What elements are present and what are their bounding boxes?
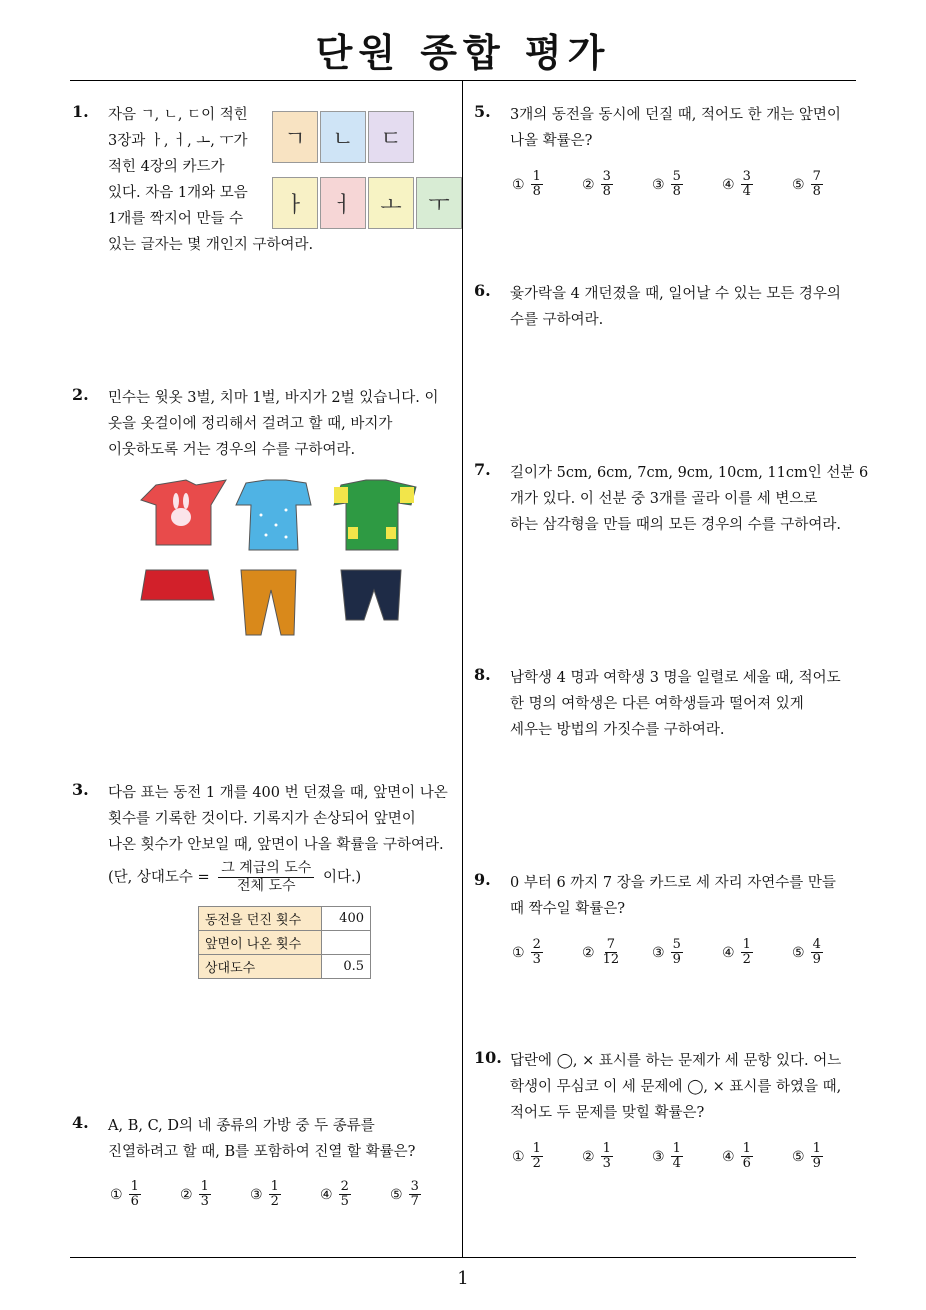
text-line: 하는 삼각형을 만들 때의 모든 경우의 수를 구하여라. xyxy=(510,517,842,533)
text-line: 세우는 방법의 가짓수를 구하여라. xyxy=(510,722,725,738)
relative-frequency-note: (단, 상대도수 = 그 계급의 도수 전체 도수 이다.) xyxy=(108,860,362,894)
choice-4[interactable]: ④ $\frac{1}{6}$ xyxy=(722,1141,751,1171)
choice-2[interactable]: ② $\frac{1}{3}$ xyxy=(180,1179,209,1209)
choice-5[interactable]: ⑤ $\frac{4}{9}$ xyxy=(792,937,821,967)
choices-q4 xyxy=(110,1180,460,1209)
question-text xyxy=(108,385,439,463)
text-line: 적힌 4장의 카드가 xyxy=(108,159,225,175)
consonant-card: ㄷ xyxy=(368,111,414,163)
brown-pants-image xyxy=(241,570,296,635)
choice-4[interactable]: ④ $\frac{1}{2}$ xyxy=(722,937,751,967)
text-line: 이웃하도록 거는 경우의 수를 구하여라. xyxy=(108,442,356,458)
question-number: 8. xyxy=(474,665,491,684)
navy-jeans-image xyxy=(341,570,401,620)
choice-5[interactable]: ⑤ $\frac{3}{7}$ xyxy=(390,1179,419,1209)
text-line: 윷가락을 4 개던졌을 때, 일어날 수 있는 모든 경우의 xyxy=(510,286,841,302)
choice-3[interactable]: ③ $\frac{1}{4}$ xyxy=(652,1141,681,1171)
question-number: 1. xyxy=(72,102,89,121)
choices-q5 xyxy=(512,170,862,199)
text-line: 학생이 무심코 이 세 문제에 ◯, × 표시를 하였을 때, xyxy=(510,1079,842,1095)
question-number: 9. xyxy=(474,870,491,889)
column-divider xyxy=(462,81,463,1257)
text-line: 수를 구하여라. xyxy=(510,312,604,328)
text-line: 길이가 5cm, 6cm, 7cm, 9cm, 10cm, 11cm인 선분 6 xyxy=(510,465,869,481)
text-line: 답란에 ◯, × 표시를 하는 문제가 세 문항 있다. 어느 xyxy=(510,1053,842,1069)
text-line: 민수는 윗옷 3벌, 치마 1벌, 바지가 2벌 있습니다. 이 xyxy=(108,390,439,406)
text-line: 3개의 동전을 동시에 던질 때, 적어도 한 개는 앞면이 xyxy=(510,107,841,123)
question-text xyxy=(510,665,841,743)
question-number: 10. xyxy=(474,1048,502,1067)
table-row xyxy=(199,955,371,979)
question-text xyxy=(510,870,836,922)
text-line: 1개를 짝지어 만들 수 xyxy=(108,211,244,227)
text-line: 나온 횟수가 안보일 때, 앞면이 나올 확률을 구하여라. xyxy=(108,837,444,853)
text-line: 적어도 두 문제를 맞힐 확률은? xyxy=(510,1105,705,1121)
choice-4[interactable]: ④ $\frac{3}{4}$ xyxy=(722,169,751,199)
text-line: 개가 있다. 이 선분 중 3개를 골라 이를 세 변으로 xyxy=(510,491,818,507)
page-title: 단원 종합 평가 xyxy=(315,31,611,75)
consonant-card: ㄴ xyxy=(320,111,366,163)
table-cell: 동전을 던진 횟수 xyxy=(199,907,322,931)
text-line: 0 부터 6 까지 7 장을 카드로 세 자리 자연수를 만들 xyxy=(510,875,836,891)
table-row xyxy=(199,931,371,955)
green-shirt-image xyxy=(334,480,416,550)
red-tshirt-image xyxy=(141,480,226,545)
relative-frequency-fraction: 그 계급의 도수 전체 도수 xyxy=(218,860,314,895)
frequency-table xyxy=(198,906,371,979)
question-text xyxy=(510,1048,841,1126)
question-number: 3. xyxy=(72,780,89,799)
text-line: 진열하려고 할 때, B를 포함하여 진열 할 확률은? xyxy=(108,1144,416,1160)
vowel-card: ㅏ xyxy=(272,177,318,229)
text-line: 다음 표는 동전 1 개를 400 번 던졌을 때, 앞면이 나온 xyxy=(108,785,448,801)
text-line: 나올 확률은? xyxy=(510,133,593,149)
question-number: 5. xyxy=(474,102,491,121)
choice-1[interactable]: ① $\frac{1}{2}$ xyxy=(512,1141,541,1171)
table-cell: 400 xyxy=(322,907,371,931)
text-line: 있는 글자는 몇 개인지 구하여라. xyxy=(108,237,314,253)
damaged-cell xyxy=(322,931,371,955)
clothes-illustration xyxy=(136,475,426,645)
text-line: 횟수를 기록한 것이다. 기록지가 손상되어 앞면이 xyxy=(108,811,416,827)
choice-2[interactable]: ② $\frac{7}{12}$ xyxy=(582,937,620,967)
choice-5[interactable]: ⑤ $\frac{7}{8}$ xyxy=(792,169,821,199)
question-text xyxy=(510,281,841,333)
text-line: 있다. 자음 1개와 모음 xyxy=(108,185,248,201)
text-line: A, B, C, D의 네 종류의 가방 중 두 종류를 xyxy=(108,1118,375,1134)
question-text xyxy=(510,460,868,538)
red-skirt-image xyxy=(141,570,214,600)
vowel-card: ㅗ xyxy=(368,177,414,229)
choice-4[interactable]: ④ $\frac{2}{5}$ xyxy=(320,1179,349,1209)
question-text xyxy=(108,1113,415,1165)
choice-1[interactable]: ① $\frac{1}{8}$ xyxy=(512,169,541,199)
table-cell: 앞면이 나온 횟수 xyxy=(199,931,322,955)
question-number: 6. xyxy=(474,281,491,300)
question-number: 7. xyxy=(474,460,491,479)
vowel-card: ㅓ xyxy=(320,177,366,229)
choice-5[interactable]: ⑤ $\frac{1}{9}$ xyxy=(792,1141,821,1171)
text-line: 때 짝수일 확률은? xyxy=(510,901,626,917)
top-divider xyxy=(70,80,856,81)
choice-3[interactable]: ③ $\frac{5}{8}$ xyxy=(652,169,681,199)
text-line: 자음 ㄱ, ㄴ, ㄷ이 적힌 xyxy=(108,107,248,123)
question-number: 2. xyxy=(72,385,89,404)
consonant-card: ㄱ xyxy=(272,111,318,163)
choice-1[interactable]: ① $\frac{2}{3}$ xyxy=(512,937,541,967)
question-text xyxy=(510,102,841,154)
choices-q9 xyxy=(512,938,862,967)
table-cell: 0.5 xyxy=(322,955,371,979)
blue-blouse-image xyxy=(236,480,311,550)
text-line: 한 명의 여학생은 다른 여학생들과 떨어져 있게 xyxy=(510,696,804,712)
text-line: 옷을 옷걸이에 정리해서 걸려고 할 때, 바지가 xyxy=(108,416,393,432)
vowel-card: ㅜ xyxy=(416,177,462,229)
choice-3[interactable]: ③ $\frac{5}{9}$ xyxy=(652,937,681,967)
question-text xyxy=(108,780,448,895)
choice-2[interactable]: ② $\frac{1}{3}$ xyxy=(582,1141,611,1171)
table-row xyxy=(199,907,371,931)
bottom-divider xyxy=(70,1257,856,1258)
choice-3[interactable]: ③ $\frac{1}{2}$ xyxy=(250,1179,279,1209)
choice-1[interactable]: ① $\frac{1}{6}$ xyxy=(110,1179,139,1209)
choices-q10 xyxy=(512,1142,862,1171)
text-line: 3장과 ㅏ, ㅓ, ㅗ, ㅜ가 xyxy=(108,133,248,149)
page-number: 1 xyxy=(457,1268,469,1289)
question-number: 4. xyxy=(72,1113,89,1132)
table-cell: 상대도수 xyxy=(199,955,322,979)
text-line: 남학생 4 명과 여학생 3 명을 일렬로 세울 때, 적어도 xyxy=(510,670,841,686)
choice-2[interactable]: ② $\frac{3}{8}$ xyxy=(582,169,611,199)
